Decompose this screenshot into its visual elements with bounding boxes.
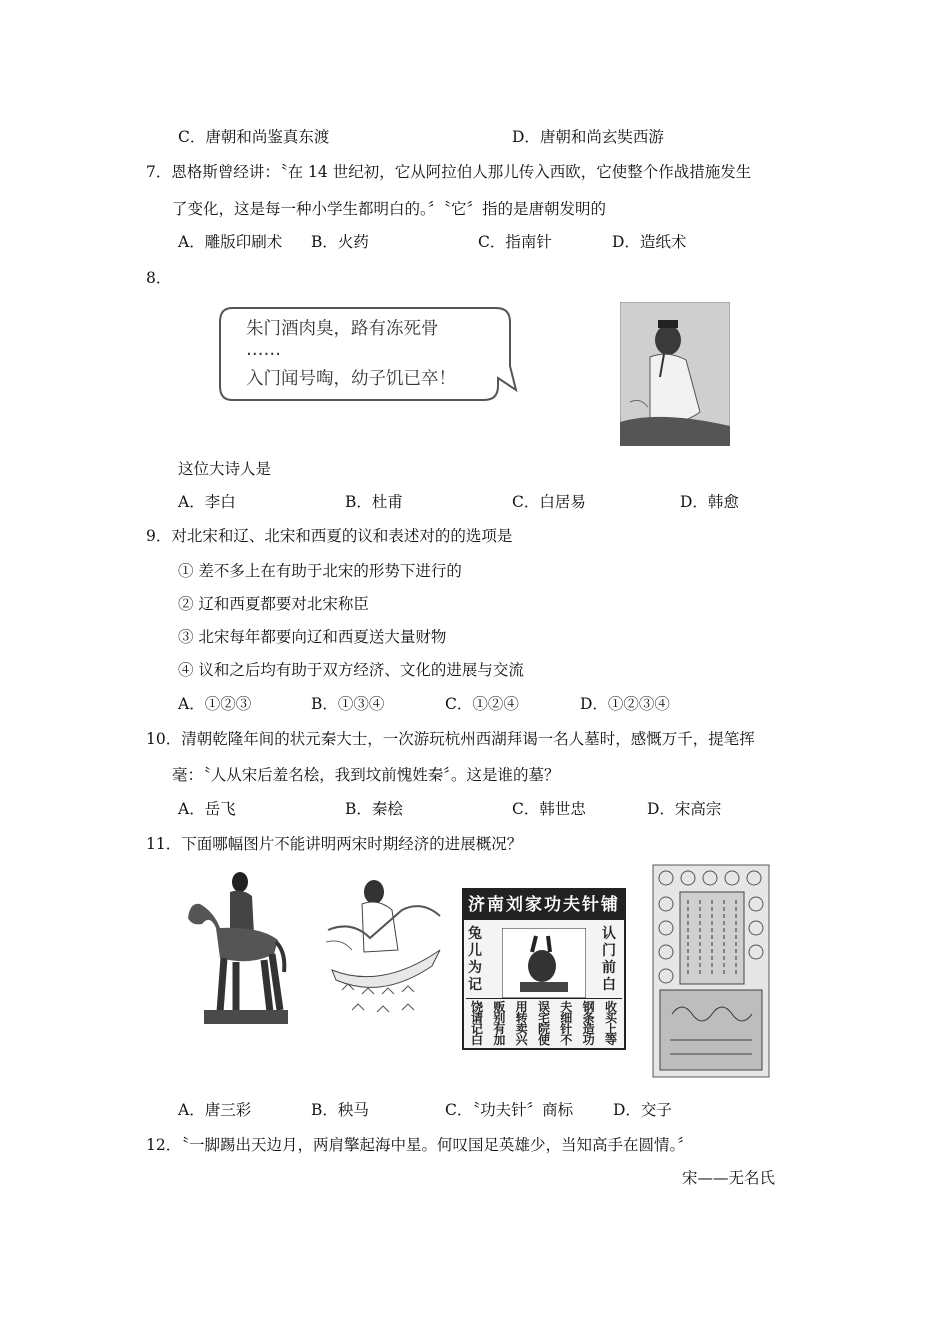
- q12-source: 宋——无名氏: [682, 1169, 776, 1187]
- q10-option-b: B．秦桧: [345, 800, 403, 818]
- sign-column-text: 钢条造功: [582, 1000, 595, 1047]
- q8-question: 这位大诗人是: [178, 460, 272, 478]
- q11-stem: 11．下面哪幅图片不能讲明两宋时期经济的进展概况？: [146, 835, 523, 853]
- q9-statement-2: ② 辽和西夏都要对北宋称臣: [178, 595, 369, 613]
- sign-column-text: 误宅院使: [537, 1000, 550, 1047]
- q8-option-c: C．白居易: [512, 493, 586, 511]
- q9-statement-1: ① 差不多上在有助于北宋的形势下进行的: [178, 562, 462, 580]
- q10-option-c: C．韩世忠: [512, 800, 586, 818]
- sign-left-text: 兔儿为记: [468, 926, 482, 993]
- sign-column-text: 饶请记白: [470, 1000, 483, 1047]
- sign-column-text: 夫细针不: [560, 1000, 573, 1047]
- q8-option-b: B．杜甫: [345, 493, 403, 511]
- q10-option-a: A．岳飞: [178, 800, 236, 818]
- q9-option-d: D．①②③④: [580, 695, 670, 713]
- yangma-image: [322, 870, 444, 1020]
- sign-body: [468, 1000, 620, 1047]
- q11-option-d: D．交子: [613, 1101, 672, 1119]
- q6-option-d: D．唐朝和尚玄奘西游: [512, 128, 664, 146]
- q9-option-c: C．①②④: [445, 695, 519, 713]
- q9-option-a: A．①②③: [178, 695, 252, 713]
- q6-option-c: C．唐朝和尚鉴真东渡: [178, 128, 330, 146]
- rabbit-icon: [502, 928, 586, 998]
- q8-option-d: D．韩愈: [680, 493, 739, 511]
- q8-number: 8．: [146, 269, 172, 287]
- q9-statement-4: ④ 议和之后均有助于双方经济、文化的进展与交流: [178, 661, 524, 679]
- q7-stem-line1: 7．恩格斯曾经讲：〝在 14 世纪初，它从阿拉伯人那儿传入西欧，它使整个作战措施发生: [146, 163, 752, 181]
- q11-option-c: C．〝功夫针〞商标: [445, 1101, 574, 1119]
- q7-option-a: A．雕版印刷术: [178, 233, 283, 251]
- sign-column-text: 用转卖兴: [515, 1000, 528, 1047]
- q9-option-b: B．①③④: [311, 695, 385, 713]
- q11-option-b: B．秧马: [311, 1101, 369, 1119]
- sign-right-text: 认门前白: [602, 926, 616, 993]
- q7-option-c: C．指南针: [478, 233, 552, 251]
- q10-stem-line2: 毫：〝人从宋后羞名桧，我到坟前愧姓秦〞。这是谁的墓？: [172, 766, 560, 784]
- jiaozi-banknote-image: [652, 864, 770, 1078]
- bubble-line-3: 入门闻号啕，幼子饥已卒！: [246, 369, 456, 389]
- q11-option-a: A．唐三彩: [178, 1101, 252, 1119]
- q9-stem: 9．对北宋和辽、北宋和西夏的议和表述对的的选项是: [146, 527, 513, 545]
- q10-option-d: D．宋高宗: [647, 800, 722, 818]
- sign-title: 济南刘家功夫针铺: [464, 890, 624, 920]
- q10-stem-line1: 10．清朝乾隆年间的状元秦大士，一次游玩杭州西湖拜谒一名人墓时，感慨万千，提笔挥: [146, 730, 755, 748]
- needle-shop-trademark-image: [462, 888, 626, 1050]
- q7-stem-line2: 了变化，这是每一种小学生都明白的。〞〝它〞指的是唐朝发明的: [172, 200, 607, 218]
- sign-column-text: 收买上等: [604, 1000, 617, 1047]
- q7-option-d: D．造纸术: [612, 233, 687, 251]
- sign-column-text: 贩别有加: [493, 1000, 506, 1047]
- bubble-line-2: ……: [246, 340, 281, 360]
- q7-option-b: B．火药: [311, 233, 369, 251]
- tang-sancai-horse-image: [180, 862, 288, 1034]
- bubble-line-1: 朱门酒肉臭，路有冻死骨: [246, 319, 439, 339]
- q9-statement-3: ③ 北宋每年都要向辽和西夏送大量财物: [178, 628, 447, 646]
- q8-option-a: A．李白: [178, 493, 236, 511]
- poet-portrait-image: [620, 302, 730, 446]
- q12-stem: 12．〝一脚踢出天边月，两肩擎起海中星。何叹国足英雄少，当知高手在圆情。〞: [146, 1136, 693, 1154]
